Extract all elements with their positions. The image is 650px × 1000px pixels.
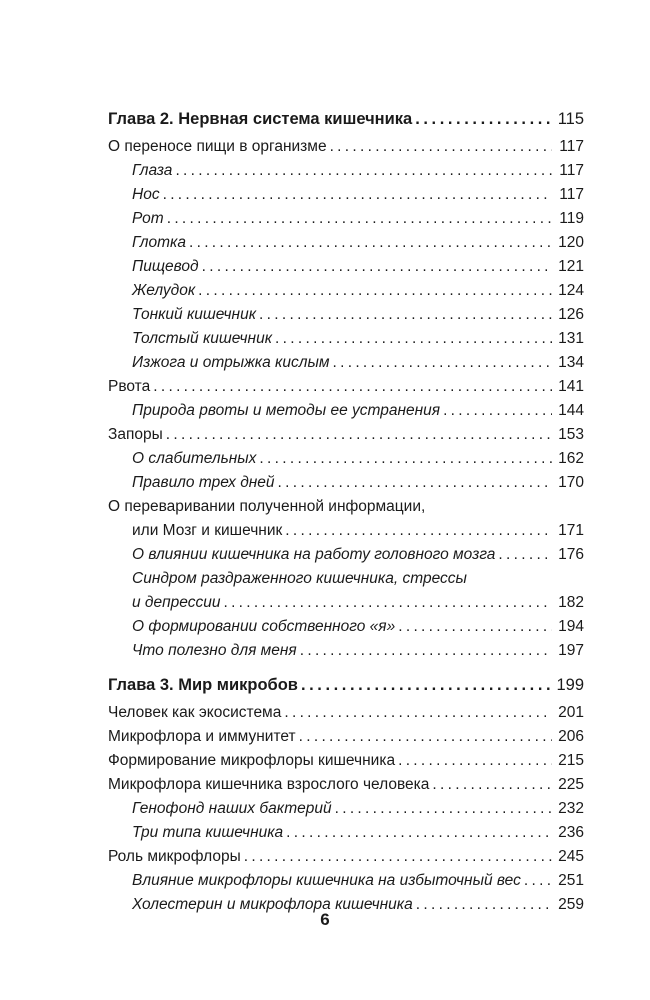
toc-page-number: 259 bbox=[558, 896, 584, 913]
dot-leader bbox=[153, 378, 552, 396]
dot-leader bbox=[166, 426, 552, 444]
dot-leader bbox=[259, 306, 552, 324]
toc-entry-title: Микрофлора и иммунитет bbox=[108, 728, 296, 745]
toc-entry bbox=[108, 516, 584, 540]
toc-subentry bbox=[108, 276, 584, 300]
toc-page-number: 199 bbox=[556, 676, 584, 694]
toc-subentry bbox=[108, 396, 584, 420]
dot-leader bbox=[286, 824, 552, 842]
toc-subentry bbox=[108, 564, 584, 588]
dot-leader bbox=[299, 728, 552, 746]
toc-page-number: 170 bbox=[558, 474, 584, 491]
toc-subentry bbox=[108, 180, 584, 204]
toc-subentry bbox=[108, 468, 584, 492]
toc-page-number: 197 bbox=[558, 642, 584, 659]
dot-leader bbox=[398, 618, 552, 636]
toc-page-number: 119 bbox=[559, 210, 584, 227]
toc-page-number: 215 bbox=[558, 752, 584, 769]
toc-subentry bbox=[108, 204, 584, 228]
dot-leader bbox=[202, 258, 552, 276]
toc-entry-title: Природа рвоты и методы ее устранения bbox=[132, 402, 441, 419]
toc-entry-title: Глава 2. Нервная система кишечника bbox=[108, 110, 413, 128]
toc-entry-title: Роль микрофлоры bbox=[108, 848, 241, 865]
toc-subentry bbox=[108, 252, 584, 276]
toc-subentry bbox=[108, 612, 584, 636]
toc-entry-title: Человек как экосистема bbox=[108, 704, 282, 721]
page-number: 6 bbox=[320, 910, 330, 929]
dot-leader bbox=[244, 848, 552, 866]
toc-page-number: 225 bbox=[558, 776, 584, 793]
toc-entry bbox=[108, 722, 584, 746]
toc-entry-title: Глава 3. Мир микробов bbox=[108, 676, 298, 694]
dot-leader bbox=[415, 110, 552, 128]
toc-subentry bbox=[108, 794, 584, 818]
toc-page-number: 206 bbox=[558, 728, 584, 745]
dot-leader bbox=[285, 522, 552, 540]
toc-page-number: 134 bbox=[558, 354, 584, 371]
toc-entry-title: и депрессии bbox=[132, 594, 221, 611]
dot-leader bbox=[498, 546, 552, 564]
toc-entry-title: Нос bbox=[132, 186, 160, 203]
toc-page-number: 115 bbox=[557, 110, 584, 128]
dot-leader bbox=[284, 704, 552, 722]
toc-page-number: 194 bbox=[558, 618, 584, 635]
dot-leader bbox=[432, 776, 552, 794]
toc-page-number: 232 bbox=[558, 800, 584, 817]
dot-leader bbox=[398, 752, 552, 770]
dot-leader bbox=[167, 210, 552, 228]
toc-entry-title: Толстый кишечник bbox=[132, 330, 273, 347]
toc-page-number: 117 bbox=[559, 138, 584, 155]
toc-chapter bbox=[108, 104, 584, 128]
toc-page-number: 121 bbox=[558, 258, 584, 275]
toc-page-number: 201 bbox=[558, 704, 584, 721]
dot-leader bbox=[524, 872, 552, 890]
toc-page-number: 251 bbox=[558, 872, 584, 889]
toc-entry bbox=[108, 770, 584, 794]
toc-page-number: 236 bbox=[558, 824, 584, 841]
dot-leader bbox=[259, 450, 552, 468]
toc-subentry bbox=[108, 348, 584, 372]
toc-entry-title: Изжога и отрыжка кислым bbox=[132, 354, 330, 371]
toc-entry-title: О переносе пищи в организме bbox=[108, 138, 327, 155]
toc-subentry bbox=[108, 444, 584, 468]
toc-page-number: 182 bbox=[558, 594, 584, 611]
toc-page-number: 126 bbox=[558, 306, 584, 323]
dot-leader bbox=[198, 282, 552, 300]
toc-subentry bbox=[108, 300, 584, 324]
toc-entry bbox=[108, 698, 584, 722]
toc-page-number: 124 bbox=[558, 282, 584, 299]
toc-subentry bbox=[108, 540, 584, 564]
dot-leader bbox=[189, 234, 552, 252]
toc-page-number: 117 bbox=[559, 162, 584, 179]
toc-entry-title: Рвота bbox=[108, 378, 151, 395]
toc-page-number: 144 bbox=[558, 402, 584, 419]
toc-entry-title: Запоры bbox=[108, 426, 163, 443]
dot-leader bbox=[163, 186, 552, 204]
toc-page-number: 120 bbox=[558, 234, 584, 251]
toc-subentry bbox=[108, 818, 584, 842]
toc-entry bbox=[108, 372, 584, 396]
dot-leader bbox=[175, 162, 552, 180]
toc-subentry bbox=[108, 228, 584, 252]
toc-entry bbox=[108, 492, 584, 516]
toc-entry-title: Три типа кишечника bbox=[132, 824, 284, 841]
toc-entry-title: Пищевод bbox=[132, 258, 199, 275]
dot-leader bbox=[300, 642, 552, 660]
toc-entry-title: Холестерин и микрофлора кишечника bbox=[132, 896, 413, 913]
toc-entry-title: Что полезно для меня bbox=[132, 642, 297, 659]
toc-subentry bbox=[108, 636, 584, 660]
toc-page-number: 176 bbox=[558, 546, 584, 563]
toc-subentry bbox=[108, 324, 584, 348]
toc-entry-title: Желудок bbox=[132, 282, 196, 299]
toc-page-number: 153 bbox=[558, 426, 584, 443]
toc-entry-title: Правило трех дней bbox=[132, 474, 275, 491]
toc-page-number: 117 bbox=[559, 186, 584, 203]
toc-entry-title: Глаза bbox=[132, 162, 173, 179]
toc-subentry bbox=[108, 156, 584, 180]
dot-leader bbox=[443, 402, 552, 420]
toc-page-number: 245 bbox=[558, 848, 584, 865]
toc-entry bbox=[108, 132, 584, 156]
toc-entry-title: Влияние микрофлоры кишечника на избыточный вес bbox=[132, 872, 521, 889]
toc-entry bbox=[108, 420, 584, 444]
toc-entry-title: Формирование микрофлоры кишечника bbox=[108, 752, 396, 769]
dot-leader bbox=[330, 138, 552, 156]
toc-entry bbox=[108, 842, 584, 866]
toc-page-number: 162 bbox=[558, 450, 584, 467]
toc-entry-title: или Мозг и кишечник bbox=[132, 522, 283, 539]
toc-entry-title: О переваривании полученной информации, bbox=[108, 498, 426, 515]
toc-page-number: 141 bbox=[558, 378, 584, 395]
toc-entry-title: Микрофлора кишечника взрослого человека bbox=[108, 776, 430, 793]
dot-leader bbox=[275, 330, 552, 348]
toc-entry-title: Глотка bbox=[132, 234, 186, 251]
toc-entry-title: О влиянии кишечника на работу головного мозга bbox=[132, 546, 496, 563]
toc-entry-title: Генофонд наших бактерий bbox=[132, 800, 332, 817]
toc-subentry bbox=[108, 588, 584, 612]
toc-entry-title: Рот bbox=[132, 210, 164, 227]
toc-entry-title: Тонкий кишечник bbox=[132, 306, 257, 323]
dot-leader bbox=[332, 354, 552, 372]
toc-entry-title: О слабительных bbox=[132, 450, 257, 467]
dot-leader bbox=[335, 800, 552, 818]
dot-leader bbox=[301, 676, 552, 694]
toc-entry-title: О формировании собственного «я» bbox=[132, 618, 396, 635]
dot-leader bbox=[223, 594, 552, 612]
toc-subentry bbox=[108, 866, 584, 890]
toc-page-number: 171 bbox=[558, 522, 584, 539]
toc-page-number: 131 bbox=[558, 330, 584, 347]
toc-chapter bbox=[108, 670, 584, 694]
dot-leader bbox=[278, 474, 552, 492]
toc-entry-title: Синдром раздраженного кишечника, стрессы bbox=[132, 570, 467, 587]
toc-entry bbox=[108, 746, 584, 770]
